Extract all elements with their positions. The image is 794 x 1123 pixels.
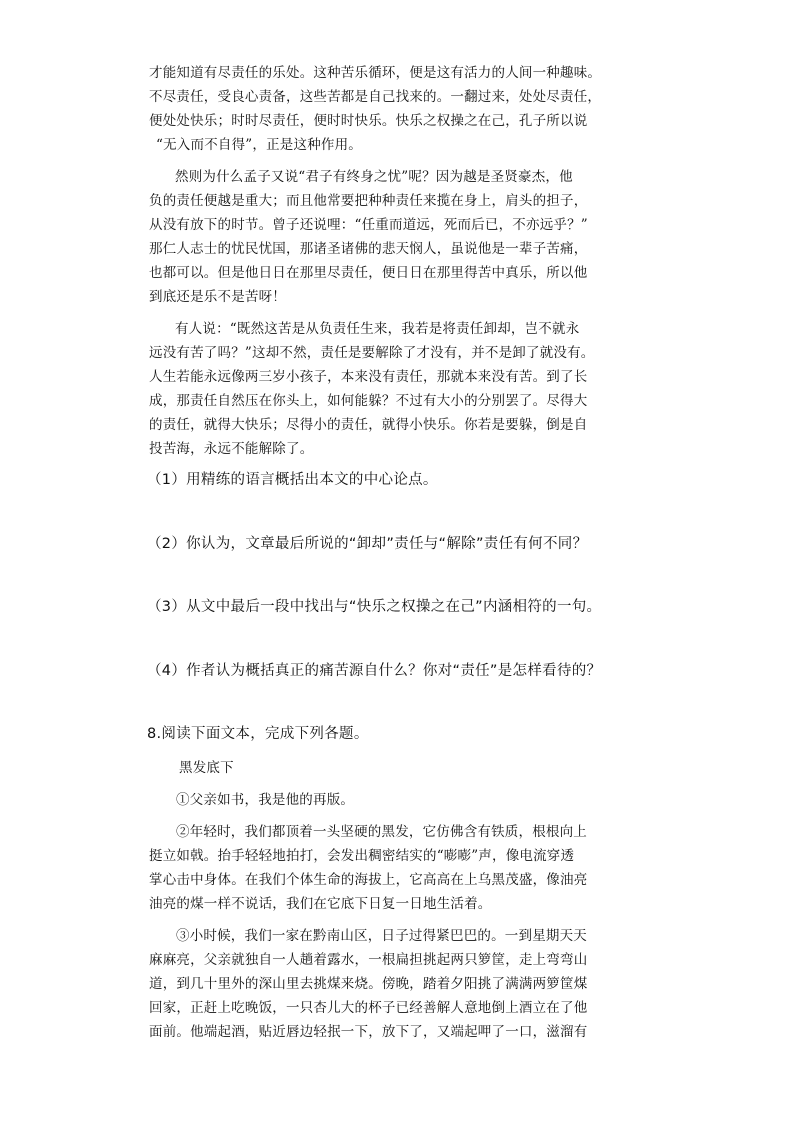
text-line: ①父亲如书，我是他的再版。 bbox=[176, 792, 355, 808]
text-line: 麻麻亮，父亲就独自一人趟着露水，一根扁担挑起两只箩筐，走上弯弯山 bbox=[149, 952, 588, 968]
text-line: ③小时候，我们一家在黔南山区，日子过得紧巴巴的。一到星期天天 bbox=[176, 928, 587, 944]
text-line: 也都可以。但是他日日在那里尽责任，便日日在那里得苦中真乐，所以他 bbox=[149, 265, 588, 281]
question-3: （3）从文中最后一段中找出与“快乐之权操之在己”内涵相符的一句。 bbox=[147, 599, 602, 615]
text-line: 不尽责任，受良心责备，这些苦都是自己找来的。一翻过来，处处尽责任， bbox=[149, 89, 602, 105]
text-line: ②年轻时，我们都顶着一头坚硬的黑发，它仿佛含有铁质，根根向上 bbox=[176, 824, 587, 840]
text-line: 有人说：“既然这苦是从负责任生来，我若是将责任卸却，岂不就永 bbox=[175, 321, 580, 337]
text-line: 成，那责任自然压在你头上，如何能躲？不过有大小的分别罢了。尽得大 bbox=[149, 393, 588, 409]
text-line: 回家，正赶上吃晚饭，一只杏儿大的杯子已经善解人意地倒上酒立在了他 bbox=[149, 1000, 588, 1016]
text-line: 掌心击中身体。在我们个体生命的海拔上，它高高在上乌黑茂盛，像油亮 bbox=[149, 872, 588, 888]
text-line: 远没有苦了吗？”这却不然，责任是要解除了才没有，并不是卸了就没有。 bbox=[149, 345, 595, 361]
question-1: （1）用精练的语言概括出本文的中心论点。 bbox=[147, 472, 438, 488]
text-line: 到底还是乐不是苦呀！ bbox=[149, 289, 286, 305]
text-line: 面前。他端起酒，贴近唇边轻抿一下，放下了，又端起呷了一口，滋溜有 bbox=[149, 1024, 588, 1040]
text-line: 才能知道有尽责任的乐处。这种苦乐循环，便是这有活力的人间一种趣味。 bbox=[149, 65, 602, 81]
text-line: 的责任，就得大快乐；尽得小的责任，就得小快乐。你若是要躲，倒是自 bbox=[149, 417, 588, 433]
text-line: 从没有放下的时节。曾子还说哩：“任重而道远，死而后已，不亦远乎？” bbox=[149, 217, 588, 233]
text-line: 人生若能永远像两三岁小孩子，本来没有责任，那就本来没有苦。到了长 bbox=[149, 369, 588, 385]
text-line: 道，到几十里外的深山里去挑煤来烧。傍晚，踏着夕阳挑了满满两箩筐煤 bbox=[149, 976, 588, 992]
text-line: 便处处快乐；时时尽责任，便时时快乐。快乐之权操之在己，孔子所以说 bbox=[149, 113, 588, 129]
text-line: 那仁人志士的忧民忧国，那诸圣诸佛的悲天悯人，虽说他是一辈子苦痛， bbox=[149, 241, 588, 257]
section-heading: 8.阅读下面文本，完成下列各题。 bbox=[147, 726, 369, 742]
text-line: 然则为什么孟子又说“君子有终身之忧”呢？因为越是圣贤豪杰，他 bbox=[175, 169, 573, 185]
question-4: （4）作者认为概括真正的痛苦源自什么？你对“责任”是怎样看待的？ bbox=[147, 663, 602, 679]
text-line: 投苦海，永远不能解除了。 bbox=[149, 441, 314, 457]
text-line: “无入而不自得”，正是这种作用。 bbox=[156, 137, 363, 153]
text-line: 油亮的煤一样不说话，我们在它底下日复一日地生活着。 bbox=[149, 896, 492, 912]
passage-title: 黑发底下 bbox=[179, 760, 234, 776]
question-2: （2）你认为，文章最后所说的“卸却”责任与“解除”责任有何不同？ bbox=[147, 536, 588, 552]
text-line: 负的责任便越是重大；而且他常要把种种责任来揽在身上，肩头的担子， bbox=[149, 193, 588, 209]
text-line: 挺立如戟。抬手轻轻地拍打，会发出稠密结实的“嘭嘭”声，像电流穿透 bbox=[149, 848, 575, 864]
